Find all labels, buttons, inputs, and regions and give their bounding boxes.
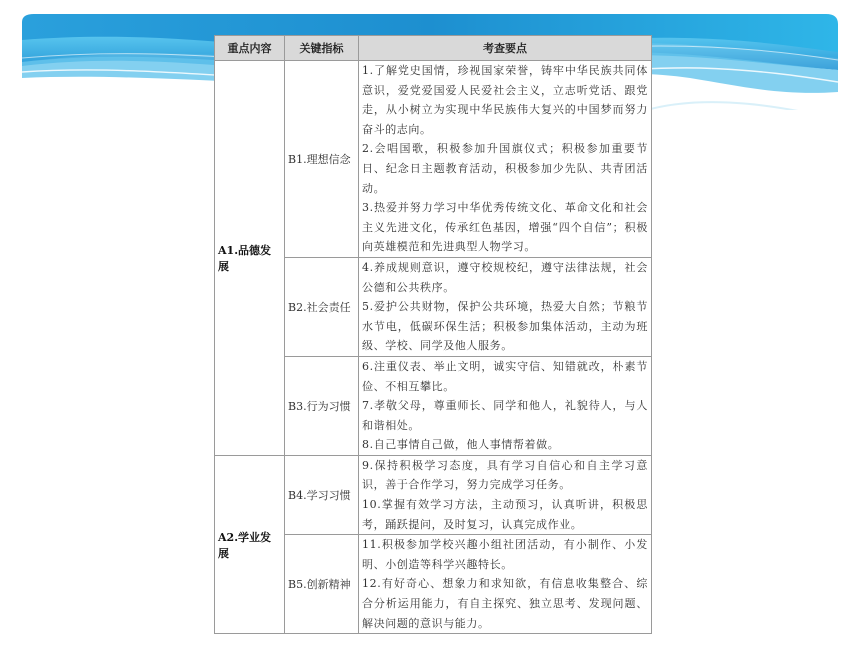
check-points-cell xyxy=(359,356,652,455)
check-point-item: 8.自己事情自己做，他人事情帮着做。 xyxy=(362,438,560,452)
indicator-ideals-beliefs: B1.理想信念 xyxy=(285,61,359,258)
check-point-item: 9.保持积极学习态度，具有学习自信心和自主学习意识，善于合作学习，努力完成学习任务。 xyxy=(362,458,648,492)
category-moral-development: A1.品德发展 xyxy=(215,61,285,456)
check-point-item: 4.养成规则意识，遵守校规校纪，遵守法律法规，社会公德和公共秩序。 xyxy=(362,260,648,294)
category-academic-development: A2.学业发展 xyxy=(215,455,285,633)
check-points-cell xyxy=(359,535,652,634)
indicator-innovation-spirit: B5.创新精神 xyxy=(285,535,359,634)
header-key-content: 重点内容 xyxy=(215,36,285,61)
evaluation-table xyxy=(214,35,652,634)
indicator-social-responsibility: B2.社会责任 xyxy=(285,257,359,356)
check-point-item: 11.积极参加学校兴趣小组社团活动，有小制作、小发明、小创造等科学兴趣特长。 xyxy=(362,538,648,571)
check-point-item: 2.会唱国歌，积极参加升国旗仪式；积极参加重要节日、纪念日主题教育活动，积极参加少先队、共青团活动。 xyxy=(362,142,648,195)
header-check-points: 考查要点 xyxy=(359,36,652,61)
table-row xyxy=(215,455,652,534)
check-points-cell xyxy=(359,61,652,258)
check-points-cell xyxy=(359,257,652,356)
check-point-item: 7.孝敬父母，尊重师长、同学和他人，礼貌待人，与人和谐相处。 xyxy=(362,399,648,432)
check-point-item: 1.了解党史国情，珍视国家荣誉，铸牢中华民族共同体意识，爱党爱国爱人民爱社会主义，立志听党话、跟党走，从小树立为实现中华民族伟大复兴的中国梦而努力奋斗的志向。 xyxy=(362,64,648,136)
indicator-behavior-habits: B3.行为习惯 xyxy=(285,356,359,455)
check-point-item: 3.热爱并努力学习中华优秀传统文化、革命文化和社会主义先进文化，传承红色基因，增强“四个自信”；积极向英雄模范和先进典型人物学习。 xyxy=(362,201,648,254)
check-point-item: 10.掌握有效学习方法，主动预习，认真听讲，积极思考，踊跃提问，及时复习，认真完成作业。 xyxy=(362,498,648,531)
check-point-item: 6.注重仪表、举止文明，诚实守信、知错就改，朴素节俭、不相互攀比。 xyxy=(362,359,648,393)
check-point-item: 5.爱护公共财物，保护公共环境，热爱大自然；节粮节水节电，低碳环保生活；积极参加集体活动，主动为班级、学校、同学及他人服务。 xyxy=(362,300,648,353)
check-points-cell xyxy=(359,455,652,534)
table-header-row xyxy=(215,36,652,61)
check-point-item: 12.有好奇心、想象力和求知欲，有信息收集整合、综合分析运用能力，有自主探究、独立思考、发现问题、解决问题的意识与能力。 xyxy=(362,577,648,630)
header-key-indicator: 关键指标 xyxy=(285,36,359,61)
table-row xyxy=(215,61,652,258)
indicator-learning-habits: B4.学习习惯 xyxy=(285,455,359,534)
